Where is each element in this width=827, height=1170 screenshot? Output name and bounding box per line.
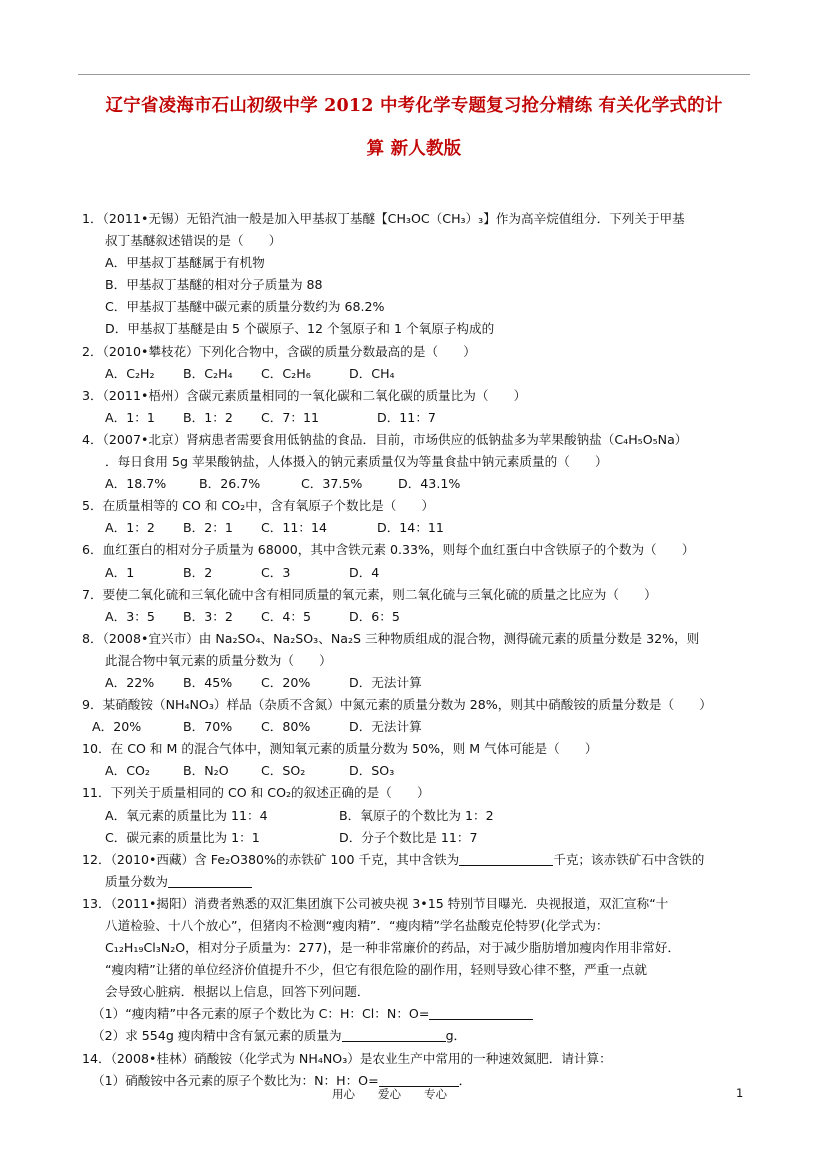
question-11: 11．下列关于质量相同的 CO 和 CO₂的叙述正确的是（ ） bbox=[82, 785, 430, 801]
question-8-cont: 此混合物中氧元素的质量分数为（ ） bbox=[105, 652, 332, 668]
question-8: 8．（2008•宜兴市）由 Na₂SO₄、Na₂SO₃、Na₂S 三种物质组成的混合物，测得硫元素的质量分数是 32%，则 bbox=[82, 630, 700, 646]
document-title-line-2: 算 新人教版 bbox=[366, 139, 462, 159]
option-a: A．C₂H₂ bbox=[105, 365, 155, 381]
answer-blank[interactable] bbox=[429, 1007, 533, 1020]
option-c: C．80% bbox=[261, 719, 311, 735]
option-a: A．18.7% bbox=[105, 476, 167, 492]
option-b: B．26.7% bbox=[199, 476, 261, 492]
part-text: （1）“瘦肉精”中各元素的原子个数比为 C：H：Cl：N：O= bbox=[92, 1006, 430, 1022]
option-a: A．CO₂ bbox=[105, 763, 150, 779]
option-b: B．氧原子的个数比为 1：2 bbox=[339, 807, 494, 823]
question-1: 1．（2011•无锡）无铅汽油一般是加入甲基叔丁基醚【CH₃OC（CH₃）₃】作为高辛烷值组分．下列关于甲基 bbox=[82, 211, 685, 226]
question-12-text-2: 千克；该赤铁矿石中含铁的 bbox=[553, 851, 705, 867]
question-4-cont: ．每日食用 5g 苹果酸钠盐，人体摄入的钠元素质量仅为等量食盐中钠元素质量的（ ） bbox=[105, 454, 608, 470]
option-c: C．11：14 bbox=[261, 520, 328, 536]
option-d: D．甲基叔丁基醚是由 5 个碳原子、12 个氢原子和 1 个氧原子构成的 bbox=[105, 321, 495, 337]
question-13-part-1 bbox=[82, 1003, 752, 1025]
answer-blank[interactable] bbox=[459, 853, 553, 866]
options bbox=[82, 805, 752, 827]
option-c: C．C₂H₆ bbox=[261, 365, 311, 381]
question-13-cont: “瘦肉精”让猪的单位经济价值提升不少，但它有很危险的副作用，轻则导致心律不整，严重一点就 bbox=[105, 962, 647, 978]
document-title-line-1: 辽宁省凌海市石山初级中学 2012 中考化学专题复习抢分精练 有关化学式的计 bbox=[105, 96, 723, 116]
question-6: 6．血红蛋白的相对分子质量为 68000，其中含铁元素 0.33%，则每个血红蛋白中含铁原子的个数为（ ） bbox=[82, 542, 695, 558]
option-a: A．22% bbox=[105, 674, 155, 690]
question-13-cont: 八道检验、十八个放心”，但猪肉不检测“瘦肉精”．“瘦肉精”学名盐酸克伦特罗(化学式为： bbox=[105, 918, 609, 933]
option-d: D．14：11 bbox=[377, 520, 444, 536]
answer-blank[interactable] bbox=[168, 875, 252, 888]
question-13-cont: C₁₂H₁₉Cl₃N₂O，相对分子质量为：277)，是一种非常廉价的药品，对于减少脂肪增加瘦肉作用非常好． bbox=[105, 940, 681, 956]
question-14: 14．（2008•桂林）硝酸铵（化学式为 NH₄NO₃）是农业生产中常用的一种速效氮肥．请计算： bbox=[82, 1050, 612, 1066]
option-c: C．7：11 bbox=[261, 409, 320, 425]
part-unit: g． bbox=[445, 1028, 467, 1044]
option-b: B．2 bbox=[183, 564, 213, 580]
option-b: B．C₂H₄ bbox=[183, 365, 233, 381]
question-4: 4．（2007•北京）肾病患者需要食用低钠盐的食品．目前，市场供应的低钠盐多为苹果酸钠盐（C₄H₅O₅Na） bbox=[82, 431, 688, 447]
option-a: A．20% bbox=[92, 719, 142, 735]
options bbox=[82, 517, 752, 539]
options bbox=[82, 827, 752, 849]
question-1-cont: 叔丁基醚叙述错误的是（ ） bbox=[105, 233, 282, 249]
question-3: 3．（2011•梧州）含碳元素质量相同的一氧化碳和二氧化碳的质量比为（ ） bbox=[82, 387, 527, 403]
option-d: D．分子个数比是 11：7 bbox=[339, 829, 478, 845]
option-d: D．4 bbox=[349, 564, 380, 580]
options bbox=[82, 606, 752, 628]
option-b: B．N₂O bbox=[183, 763, 229, 779]
question-5: 5．在质量相等的 CO 和 CO₂中，含有氧原子个数比是（ ） bbox=[82, 498, 435, 514]
option-d: D．无法计算 bbox=[349, 674, 422, 690]
part-text: （2）求 554g 瘦肉精中含有氯元素的质量为 bbox=[92, 1028, 342, 1044]
question-12 bbox=[82, 849, 752, 871]
option-c: C．4：5 bbox=[261, 608, 312, 624]
option-b: B．2：1 bbox=[183, 520, 233, 536]
options bbox=[82, 473, 752, 495]
options bbox=[82, 363, 752, 385]
option-c: C．20% bbox=[261, 674, 311, 690]
question-13: 13．（2011•揭阳）消费者熟悉的双汇集团旗下公司被央视 3•15 特别节目曝光．央视报道，双汇宣称“十 bbox=[82, 895, 669, 911]
options bbox=[82, 716, 752, 738]
options bbox=[82, 562, 752, 584]
option-d: D．CH₄ bbox=[349, 365, 395, 381]
header-rule bbox=[78, 74, 750, 75]
option-a: A．3：5 bbox=[105, 608, 155, 624]
option-b: B．70% bbox=[183, 719, 233, 735]
option-b: B．1：2 bbox=[183, 409, 233, 425]
option-b: B．45% bbox=[183, 674, 233, 690]
options bbox=[82, 407, 752, 429]
question-7: 7．要使二氧化硫和三氧化硫中含有相同质量的氧元素，则二氧化硫与三氧化硫的质量之比应为（ ） bbox=[82, 586, 657, 602]
question-10: 10．在 CO 和 M 的混合气体中，测知氧元素的质量分数为 50%，则 M 气体可能是（ ） bbox=[82, 741, 598, 757]
part-end: ． bbox=[458, 1072, 472, 1088]
option-c: C．碳元素的质量比为 1：1 bbox=[105, 829, 260, 845]
option-d: D．SO₃ bbox=[349, 763, 395, 779]
options bbox=[82, 760, 752, 782]
option-a: A．1 bbox=[105, 564, 135, 580]
option-d: D．43.1% bbox=[398, 476, 461, 492]
question-13-part-2 bbox=[82, 1025, 752, 1047]
option-a: A．1：2 bbox=[105, 520, 155, 536]
question-12-text: 12．（2010•西藏）含 Fe₂O380%的赤铁矿 100 千克，其中含铁为 bbox=[82, 851, 460, 867]
option-b: B．3：2 bbox=[183, 608, 233, 624]
option-a: A．甲基叔丁基醚属于有机物 bbox=[105, 255, 265, 271]
question-9: 9．某硝酸铵（NH₄NO₃）样品（杂质不含氮）中氮元素的质量分数为 28%，则其中硝酸铵的质量分数是（ ） bbox=[82, 697, 712, 713]
option-b: B．甲基叔丁基醚的相对分子质量为 88 bbox=[105, 277, 323, 293]
option-a: A．1：1 bbox=[105, 409, 155, 425]
question-list bbox=[82, 208, 752, 1092]
question-12-text-3: 质量分数为 bbox=[105, 873, 168, 889]
options bbox=[82, 672, 752, 694]
question-12-cont bbox=[82, 871, 752, 893]
question-13-cont: 会导致心脏病．根据以上信息，回答下列问题． bbox=[105, 984, 370, 1000]
option-c: C．37.5% bbox=[301, 476, 363, 492]
option-c: C．甲基叔丁基醚中碳元素的质量分数约为 68.2% bbox=[105, 299, 385, 315]
option-c: C．3 bbox=[261, 564, 291, 580]
question-2: 2．（2010•攀枝花）下列化合物中，含碳的质量分数最高的是（ ） bbox=[82, 343, 476, 359]
answer-blank[interactable] bbox=[379, 1074, 459, 1087]
page-number: 1 bbox=[736, 1086, 744, 1100]
option-d: D．6：5 bbox=[349, 608, 400, 624]
option-a: A．氧元素的质量比为 11：4 bbox=[105, 807, 268, 823]
footer-motto: 用心 爱心 专心 bbox=[332, 1087, 447, 1101]
part-text: （1）硝酸铵中各元素的原子个数比为：N：H：O= bbox=[92, 1072, 379, 1088]
answer-blank[interactable] bbox=[342, 1029, 446, 1042]
option-d: D．11：7 bbox=[377, 409, 436, 425]
option-d: D．无法计算 bbox=[349, 719, 422, 735]
option-c: C．SO₂ bbox=[261, 763, 306, 779]
